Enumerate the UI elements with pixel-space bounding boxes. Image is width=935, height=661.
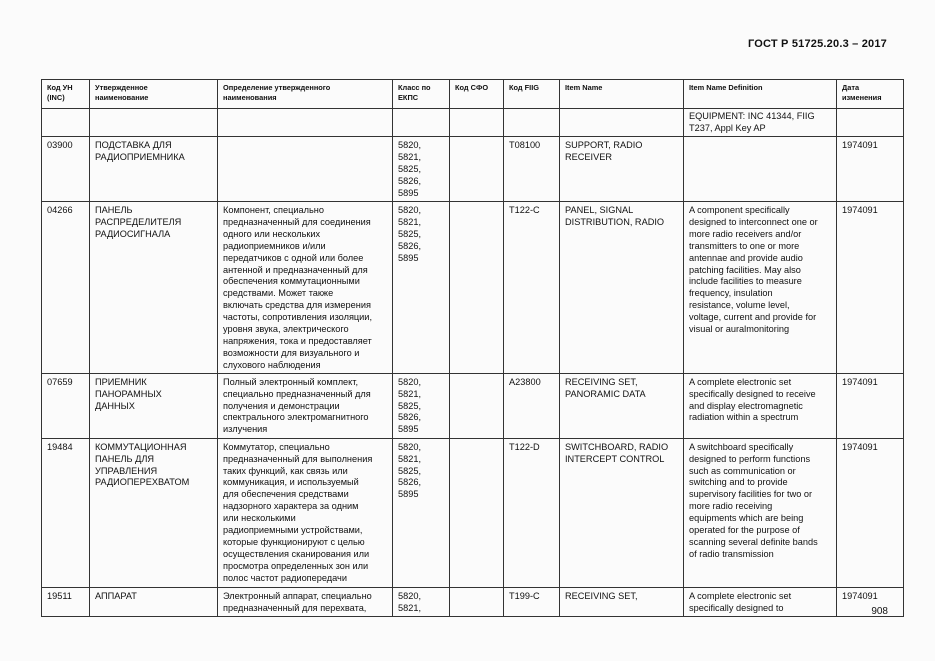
header-inc-code: Код УН (INC) [42, 80, 90, 109]
nomenclature-table [41, 79, 904, 617]
cell-inc-code: 19511 [42, 587, 90, 616]
cell-fiig-code: T08100 [504, 137, 560, 202]
cell-definition: Коммутатор, специально предназначенный для выполнения таких функций, как связь или коммуникация, и используемый для обеспечения средствами надзорного характера за одним или несколькими радиоприемными устройствами, которые функционируют с целью осуществления сканирования или просмотра определенных зон или полос частот радиопередачи [218, 438, 393, 587]
cell-class: 5820, 5821, 5825, 5826, 5895 [393, 137, 450, 202]
cell-item-name-definition: A complete electronic set specifically designed to [684, 587, 837, 616]
cell-item-name: SWITCHBOARD, RADIO INTERCEPT CONTROL [560, 438, 684, 587]
cell-inc-code: 07659 [42, 373, 90, 438]
cell-change-date: 1974091 [837, 373, 904, 438]
cell-fiig-code: T199-C [504, 587, 560, 616]
cell-sfo-code [450, 109, 504, 137]
table-row [42, 202, 904, 374]
cell-item-name-definition: A switchboard specifically designed to perform functions such as communication or switching and to provide supervisory facilities for two or more radio receiving equipments which are being operated for the purpose of scanning several definite bands of radio transmission [684, 438, 837, 587]
cell-change-date: 1974091 [837, 202, 904, 374]
cell-sfo-code [450, 137, 504, 202]
cell-approved-name: ПРИЕМНИК ПАНОРАМНЫХ ДАННЫХ [90, 373, 218, 438]
cell-item-name: PANEL, SIGNAL DISTRIBUTION, RADIO [560, 202, 684, 374]
cell-change-date: 1974091 [837, 438, 904, 587]
table-row [42, 137, 904, 202]
header-sfo-code: Код СФО [450, 80, 504, 109]
cell-sfo-code [450, 373, 504, 438]
cell-inc-code [42, 109, 90, 137]
table-header-row [42, 80, 904, 109]
cell-fiig-code [504, 109, 560, 137]
cell-change-date: 1974091 [837, 137, 904, 202]
cell-inc-code: 03900 [42, 137, 90, 202]
cell-item-name-definition [684, 137, 837, 202]
cell-fiig-code: T122-D [504, 438, 560, 587]
cell-item-name-definition: A complete electronic set specifically designed to receive and display electromagnetic radiation within a spectrum [684, 373, 837, 438]
cell-sfo-code [450, 438, 504, 587]
cell-class: 5820, 5821, 5825, 5826, 5895 [393, 373, 450, 438]
cell-definition: Полный электронный комплект, специально предназначенный для получения и демонстрации спектрального электромагнитного излучения [218, 373, 393, 438]
cell-inc-code: 19484 [42, 438, 90, 587]
header-item-name-definition: Item Name Definition [684, 80, 837, 109]
cell-item-name: RECEIVING SET, PANORAMIC DATA [560, 373, 684, 438]
table-row [42, 587, 904, 616]
document-title: ГОСТ Р 51725.20.3 – 2017 [747, 38, 887, 50]
table-row [42, 109, 904, 137]
cell-sfo-code [450, 202, 504, 374]
cell-sfo-code [450, 587, 504, 616]
cell-definition [218, 109, 393, 137]
table-row [42, 373, 904, 438]
header-item-name: Item Name [560, 80, 684, 109]
cell-class: 5820, 5821, [393, 587, 450, 616]
cell-class [393, 109, 450, 137]
cell-inc-code: 04266 [42, 202, 90, 374]
page-number: 908 [871, 606, 888, 617]
cell-approved-name [90, 109, 218, 137]
cell-change-date: 1974091 [837, 587, 904, 616]
cell-item-name-definition: A component specifically designed to interconnect one or more radio receivers and/or transmitters to one or more antennae and provide audio patching facilities. May also include facilities to measure frequency, insulation resistance, volume level, voltage, current and provide for visual or auralmonitoring [684, 202, 837, 374]
cell-class: 5820, 5821, 5825, 5826, 5895 [393, 202, 450, 374]
cell-class: 5820, 5821, 5825, 5826, 5895 [393, 438, 450, 587]
cell-definition: Электронный аппарат, специально предназначенный для перехвата, [218, 587, 393, 616]
cell-approved-name: ПАНЕЛЬ РАСПРЕДЕЛИТЕЛЯ РАДИОСИГНАЛА [90, 202, 218, 374]
cell-item-name: SUPPORT, RADIO RECEIVER [560, 137, 684, 202]
cell-approved-name: КОММУТАЦИОННАЯ ПАНЕЛЬ ДЛЯ УПРАВЛЕНИЯ РАДИОПЕРЕХВАТОМ [90, 438, 218, 587]
cell-approved-name: ПОДСТАВКА ДЛЯ РАДИОПРИЕМНИКА [90, 137, 218, 202]
cell-definition: Компонент, специально предназначенный для соединения одного или нескольких радиоприемников и/или передатчиков с одной или более антенной и предназначенный для обеспечения коммутационными средствами. Может также включать средства для измерения частоты, сопротивления изоляции, уровня звука, электрического напряжения, тока и предоставляет возможности для визуального и слухового наблюдения [218, 202, 393, 374]
cell-definition [218, 137, 393, 202]
header-class-ekps: Класс по ЕКПС [393, 80, 450, 109]
cell-item-name [560, 109, 684, 137]
cell-change-date [837, 109, 904, 137]
cell-fiig-code: A23800 [504, 373, 560, 438]
cell-item-name-definition: EQUIPMENT: INC 41344, FIIG T237, Appl Key AP [684, 109, 837, 137]
header-fiig-code: Код FIIG [504, 80, 560, 109]
cell-item-name: RECEIVING SET, [560, 587, 684, 616]
header-approved-name: Утвержденное наименование [90, 80, 218, 109]
cell-approved-name: АППАРАТ [90, 587, 218, 616]
cell-fiig-code: T122-C [504, 202, 560, 374]
header-approved-name-definition: Определение утвержденного наименования [218, 80, 393, 109]
header-change-date: Дата изменения [837, 80, 904, 109]
table-row [42, 438, 904, 587]
